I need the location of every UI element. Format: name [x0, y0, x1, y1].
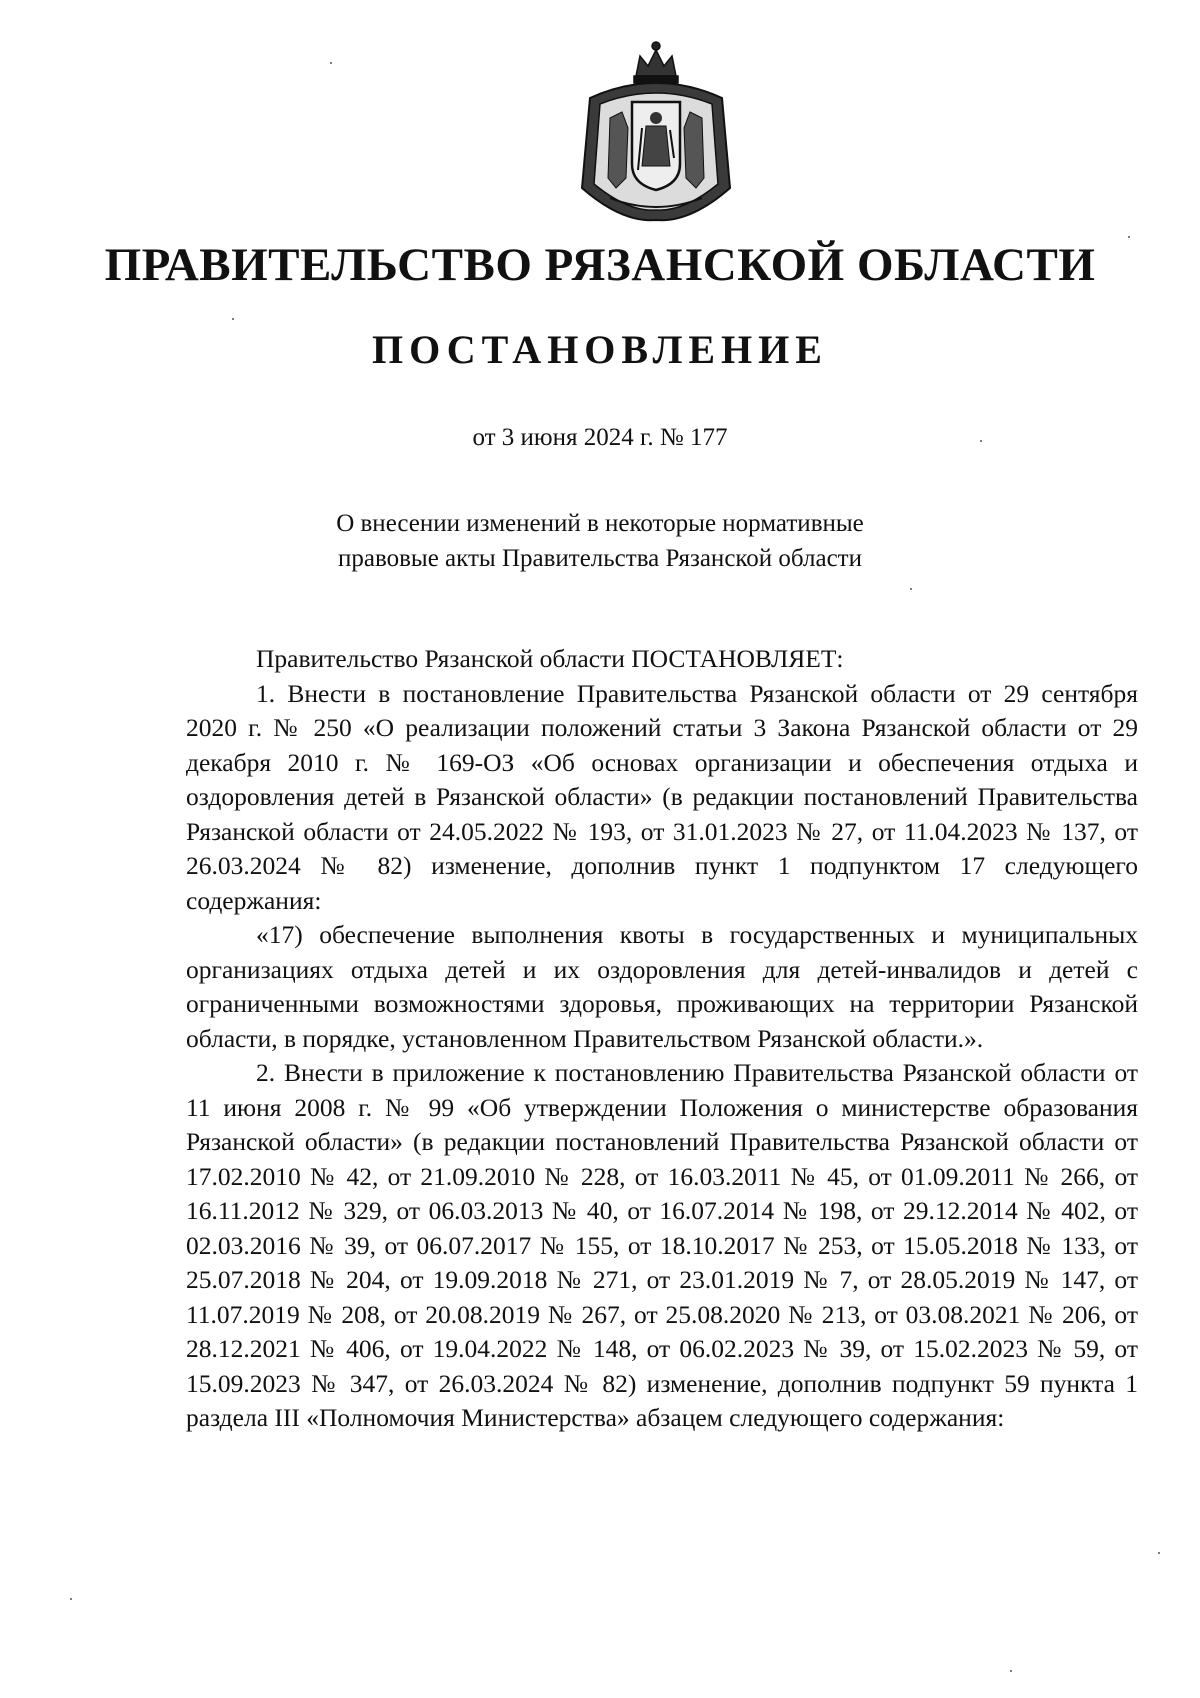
ryazan-coat-of-arms-icon: [570, 38, 742, 228]
scan-speck: [1158, 1552, 1160, 1554]
item-2-paragraph: 2. Внести в приложение к постановлению Правительства Рязанской области от 11 июня 2008 г. № 99 «Об утверждении Положения о министерстве образования Рязанской области» (в редакции постановлений Правительства Рязанской области от 17.02.2010 № 42, от 21.09.2010 № 228, от 16.03.2011 № 45, от 01.09.2011 № 266, от 16.11.2012 № 329, от 06.03.2013 № 40, от 16.07.2014 № 198, от 29.12.2014 № 402, от 02.03.2016 № 39, от 06.07.2017 № 155, от 18.10.2017 № 253, от 15.05.2018 № 133, от 25.07.2018 № 204, от 19.09.2018 № 271, от 23.01.2019 № 7, от 28.05.2019 № 147, от 11.07.2019 № 208, от 20.08.2019 № 267, от 25.08.2020 № 213, от 03.08.2021 № 206, от 28.12.2021 № 406, от 19.04.2022 № 148, от 06.02.2023 № 39, от 15.02.2023 № 59, от 15.09.2023 № 347, от 26.03.2024 № 82) изменение, дополнив подпункт 59 пункта 1 раздела III «Полномочия Министерства» абзацем следующего содержания:: [186, 1058, 1138, 1432]
document-date-number: от 3 июня 2024 г. № 177: [472, 424, 728, 451]
scan-speck: [1128, 236, 1130, 238]
preamble-paragraph: Правительство Рязанской области ПОСТАНОВЛЯЕТ:: [256, 644, 844, 673]
document-body: [186, 642, 1138, 1436]
scan-speck: [980, 440, 982, 442]
document-type: ПОСТАНОВЛЕНИЕ: [372, 327, 828, 372]
document-subject: [0, 506, 1200, 576]
scan-speck: [330, 62, 332, 64]
scan-speck: [1010, 1670, 1012, 1672]
item-1-paragraph: 1. Внести в постановление Правительства Рязанской области от 29 сентября 2020 г. № 250 «О реализации положений статьи 3 Закона Рязанской области от 29 декабря 2010 г. № 169-ОЗ «Об основах организации и обеспечения отдыха и оздоровления детей в Рязанской области» (в редакции постановлений Правительства Рязанской области от 24.05.2022 № 193, от 31.01.2023 № 27, от 11.04.2023 № 137, от 26.03.2024 № 82) изменение, дополнив пункт 1 подпунктом 17 следующего содержания:: [186, 678, 1138, 915]
item-1-quote-paragraph: «17) обеспечение выполнения квоты в государственных и муниципальных организациях отдыха детей и их оздоровления для детей-инвалидов и детей с ограниченными возможностями здоровья, проживающих на территории Рязанской области, в порядке, установленном Правительством Рязанской области.».: [186, 920, 1138, 1053]
scan-speck: [232, 318, 234, 320]
subject-line-2: правовые акты Правительства Рязанской области: [338, 545, 862, 572]
subject-line-1: О внесении изменений в некоторые нормативные: [336, 510, 864, 537]
government-name: ПРАВИТЕЛЬСТВО РЯЗАНСКОЙ ОБЛАСТИ: [104, 239, 1096, 291]
scan-speck: [910, 588, 912, 590]
scan-speck: [70, 1598, 72, 1600]
